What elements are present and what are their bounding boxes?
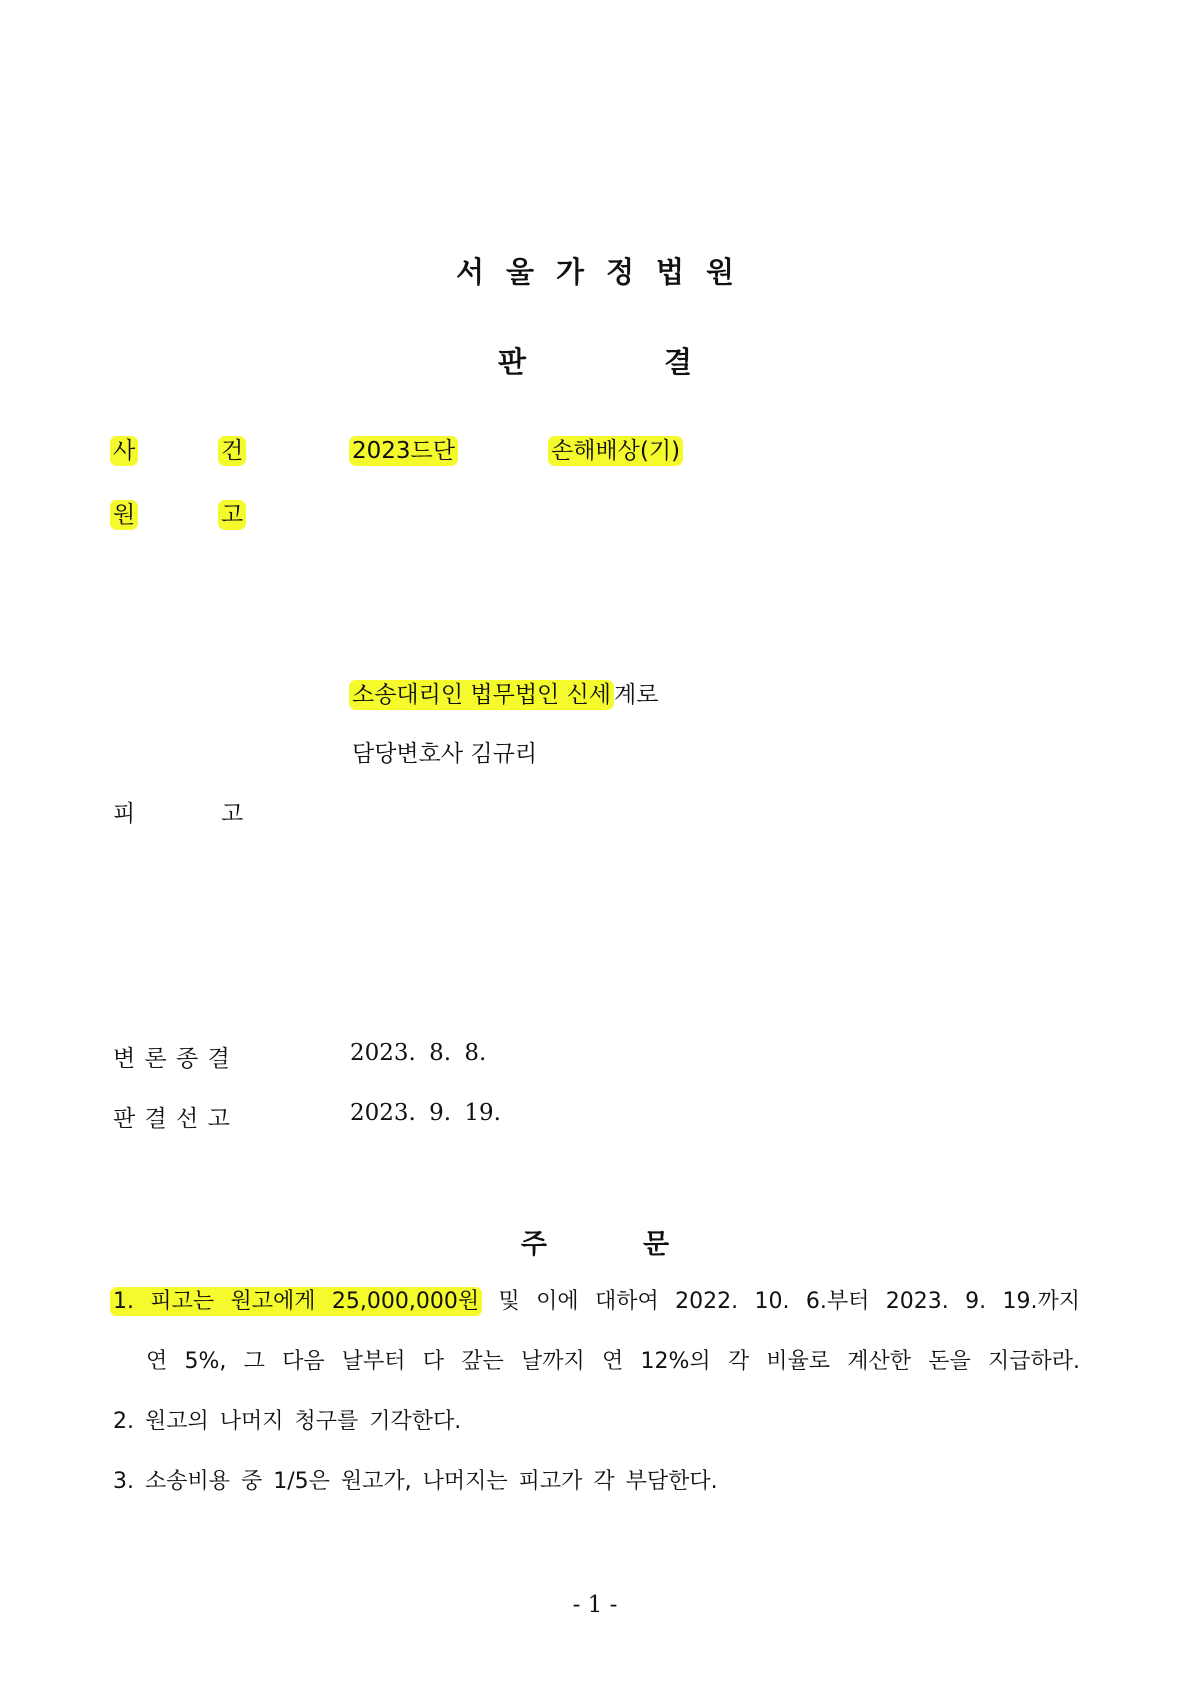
case-label-first: 사 — [110, 432, 138, 465]
order-item-1: 1. 피고는 원고에게 25,000,000원 및 이에 대하여 2022. 10. 6.부터 2023. 9. 19.까지 — [110, 1284, 1080, 1315]
court-name-char: 원 — [706, 255, 735, 289]
order-item-3: 3. 소송비용 중 1/5은 원고가, 나머지는 피고가 각 부담한다. — [113, 1469, 718, 1494]
case-number: 2023드단 — [349, 432, 458, 465]
plaintiff-label-first: 원 — [110, 496, 138, 529]
court-name-char: 울 — [505, 255, 534, 289]
defendant-label-first: 피 — [113, 801, 136, 827]
order-item-2: 2. 원고의 나머지 청구를 기각한다. — [113, 1409, 462, 1434]
plaintiff-counsel: 소송대리인 법무법인 신세 계로 — [349, 676, 658, 709]
order-item-1-continued: 연 5%, 그 다음 날부터 다 갚는 날까지 연 12%의 각 비율로 계산한 돈을 지급하라. — [146, 1349, 1080, 1374]
court-name-char: 가 — [555, 255, 584, 289]
court-name-char: 정 — [606, 255, 635, 289]
order-title-char: 주 — [520, 1229, 547, 1260]
page-number: - 1 - — [572, 1592, 618, 1618]
case-name: 손해배상(기) — [548, 432, 683, 465]
document-title-char: 결 — [664, 345, 693, 379]
document-title — [0, 340, 1190, 381]
court-name — [0, 250, 1190, 291]
document-title-char: 판 — [497, 345, 526, 379]
judgment-date: 2023. 9. 19. — [350, 1100, 501, 1126]
judgment-date-label: 판 결 선 고 — [113, 1106, 231, 1132]
case-label-second: 건 — [218, 432, 246, 465]
order-title-char: 문 — [643, 1229, 670, 1260]
defendant-label-second: 고 — [221, 801, 244, 827]
plaintiff-label-second: 고 — [218, 496, 246, 529]
plaintiff-attorney: 담당변호사 김규리 — [352, 741, 538, 767]
hearing-end-label: 변 론 종 결 — [113, 1046, 231, 1072]
court-name-char: 법 — [656, 255, 685, 289]
court-name-char: 서 — [455, 255, 484, 289]
order-title — [0, 1222, 1190, 1261]
hearing-end-date: 2023. 8. 8. — [350, 1040, 487, 1066]
